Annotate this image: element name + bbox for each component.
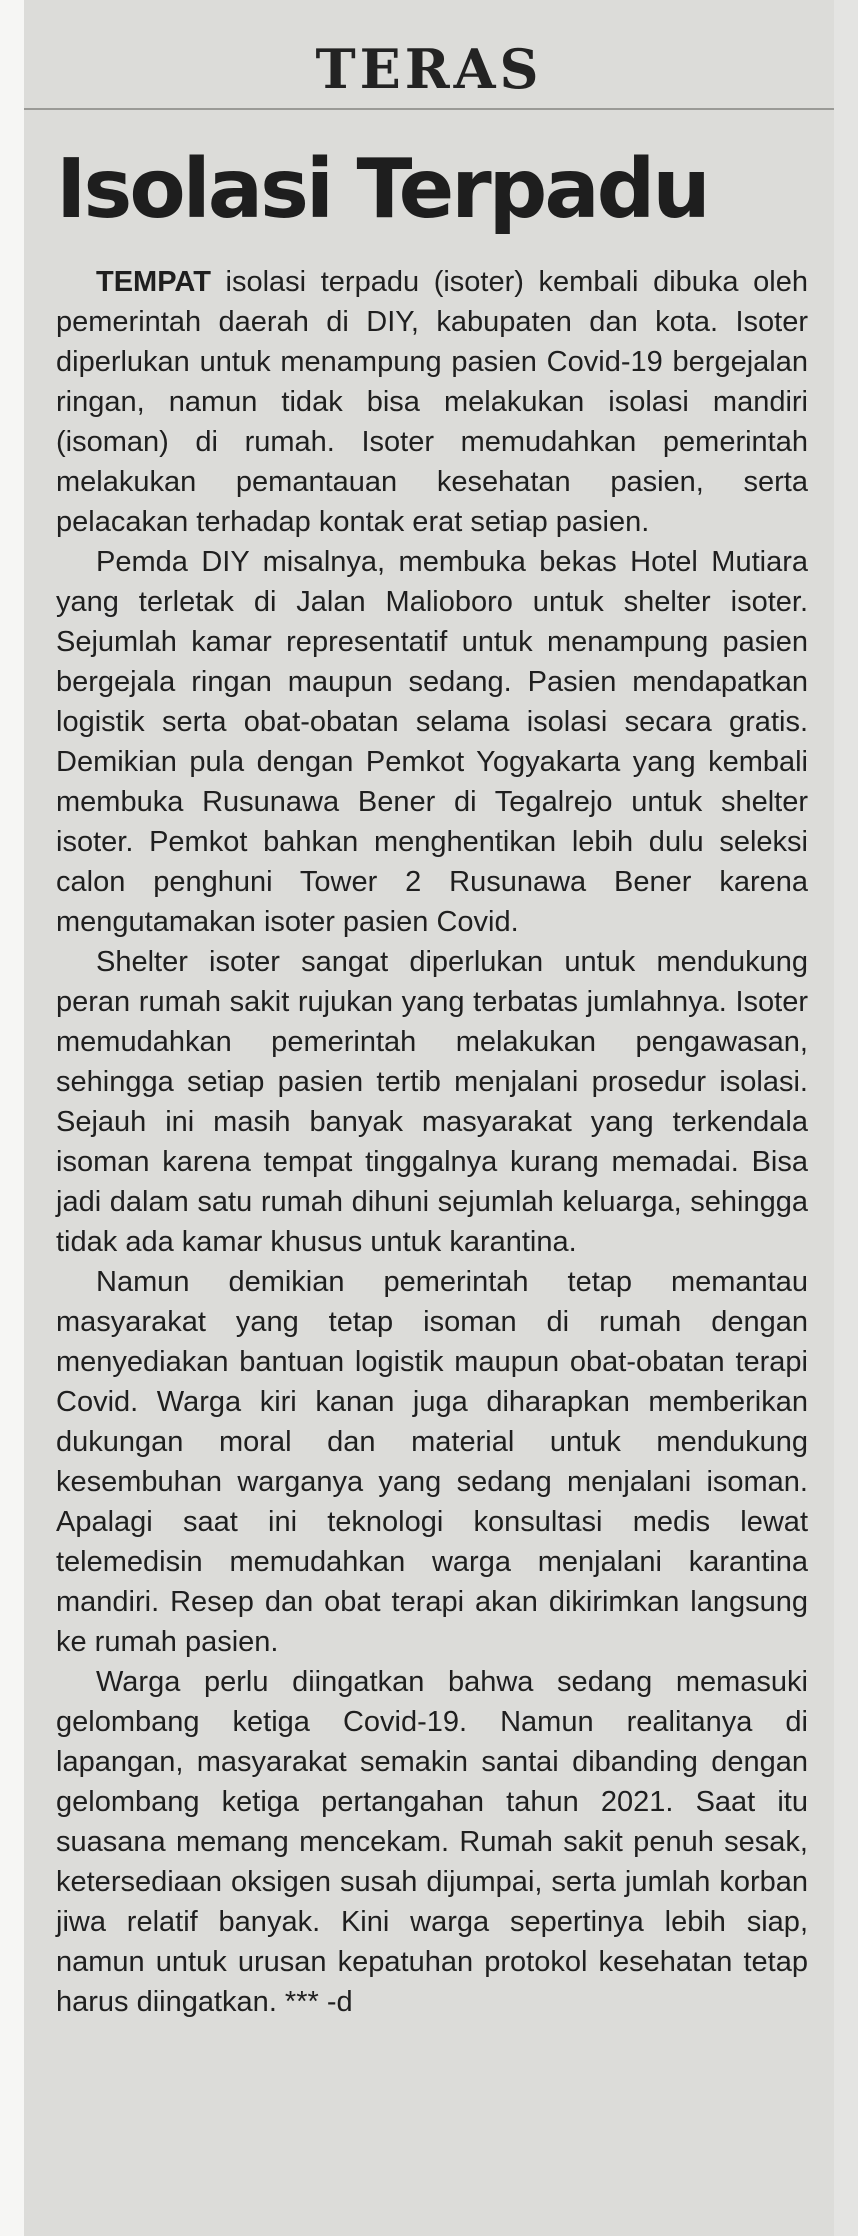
paragraph-3: Shelter isoter sangat diperlukan untuk mendukung peran rumah sakit rujukan yang terbatas jumlahnya. Isoter memudahkan pemerintah melakukan pengawasan, sehingga setiap pasien tertib menjalani prosedur isolasi. Sejauh ini masih banyak masyarakat yang terkendala isoman karena tempat tinggalnya kurang memadai. Bisa jadi dalam satu rumah dihuni sejumlah keluarga, sehingga tidak ada kamar khusus untuk karantina.: [56, 946, 808, 1258]
paper-margin: [0, 0, 24, 2236]
paragraph-4: Namun demikian pemerintah tetap memantau masyarakat yang tetap isoman di rumah dengan menyediakan bantuan logistik maupun obat-obatan terapi Covid. Warga kiri kanan juga diharapkan memberikan dukungan moral dan material untuk mendukung kesembuhan warganya yang sedang menjalani isoman. Apalagi saat ini teknologi konsultasi medis lewat telemedisin memudahkan warga menjalani karantina mandiri. Resep dan obat terapi akan dikirimkan langsung ke rumah pasien.: [56, 1266, 808, 1658]
lead-word: TEMPAT: [96, 266, 211, 298]
headline: Isolasi Terpadu: [56, 142, 708, 237]
rubric-title: TERAS: [315, 37, 543, 101]
paragraph-1: [56, 262, 808, 542]
paragraph-2: Pemda DIY misalnya, membuka bekas Hotel Mutiara yang terletak di Jalan Malioboro untuk shelter isoter. Sejumlah kamar representatif untuk menampung pasien bergejala ringan maupun sedang. Pasien mendapatkan logistik serta obat-obatan selama isolasi secara gratis. Demikian pula dengan Pemkot Yogyakarta yang kembali membuka Rusunawa Bener di Tegalrejo untuk shelter isoter. Pemkot bahkan menghentikan lebih dulu seleksi calon penghuni Tower 2 Rusunawa Bener karena mengutamakan isoter pasien Covid.: [56, 546, 808, 938]
article-body: [56, 262, 808, 2022]
paragraph-5: Warga perlu diingatkan bahwa sedang memasuki gelombang ketiga Covid-19. Namun realitanya di lapangan, masyarakat semakin santai dibanding dengan gelombang ketiga pertangahan tahun 2021. Saat itu suasana memang mencekam. Rumah sakit penuh sesak, ketersediaan oksigen susah dijumpai, serta jumlah korban jiwa relatif banyak. Kini warga sepertinya lebih siap, namun untuk urusan kepatuhan protokol kesehatan tetap harus diingatkan. *** -d: [56, 1666, 808, 2018]
section-rubric: [24, 30, 834, 110]
paragraph-1-text: isolasi terpadu (isoter) kembali dibuka oleh pemerintah daerah di DIY, kabupaten dan kota. Isoter diperlukan untuk menampung pasien Covid-19 bergejalan ringan, namun tidak bisa melakukan isolasi mandiri (isoman) di rumah. Isoter memudahkan pemerintah melakukan pemantauan kesehatan pasien, serta pelacakan terhadap kontak erat setiap pasien.: [56, 266, 808, 538]
